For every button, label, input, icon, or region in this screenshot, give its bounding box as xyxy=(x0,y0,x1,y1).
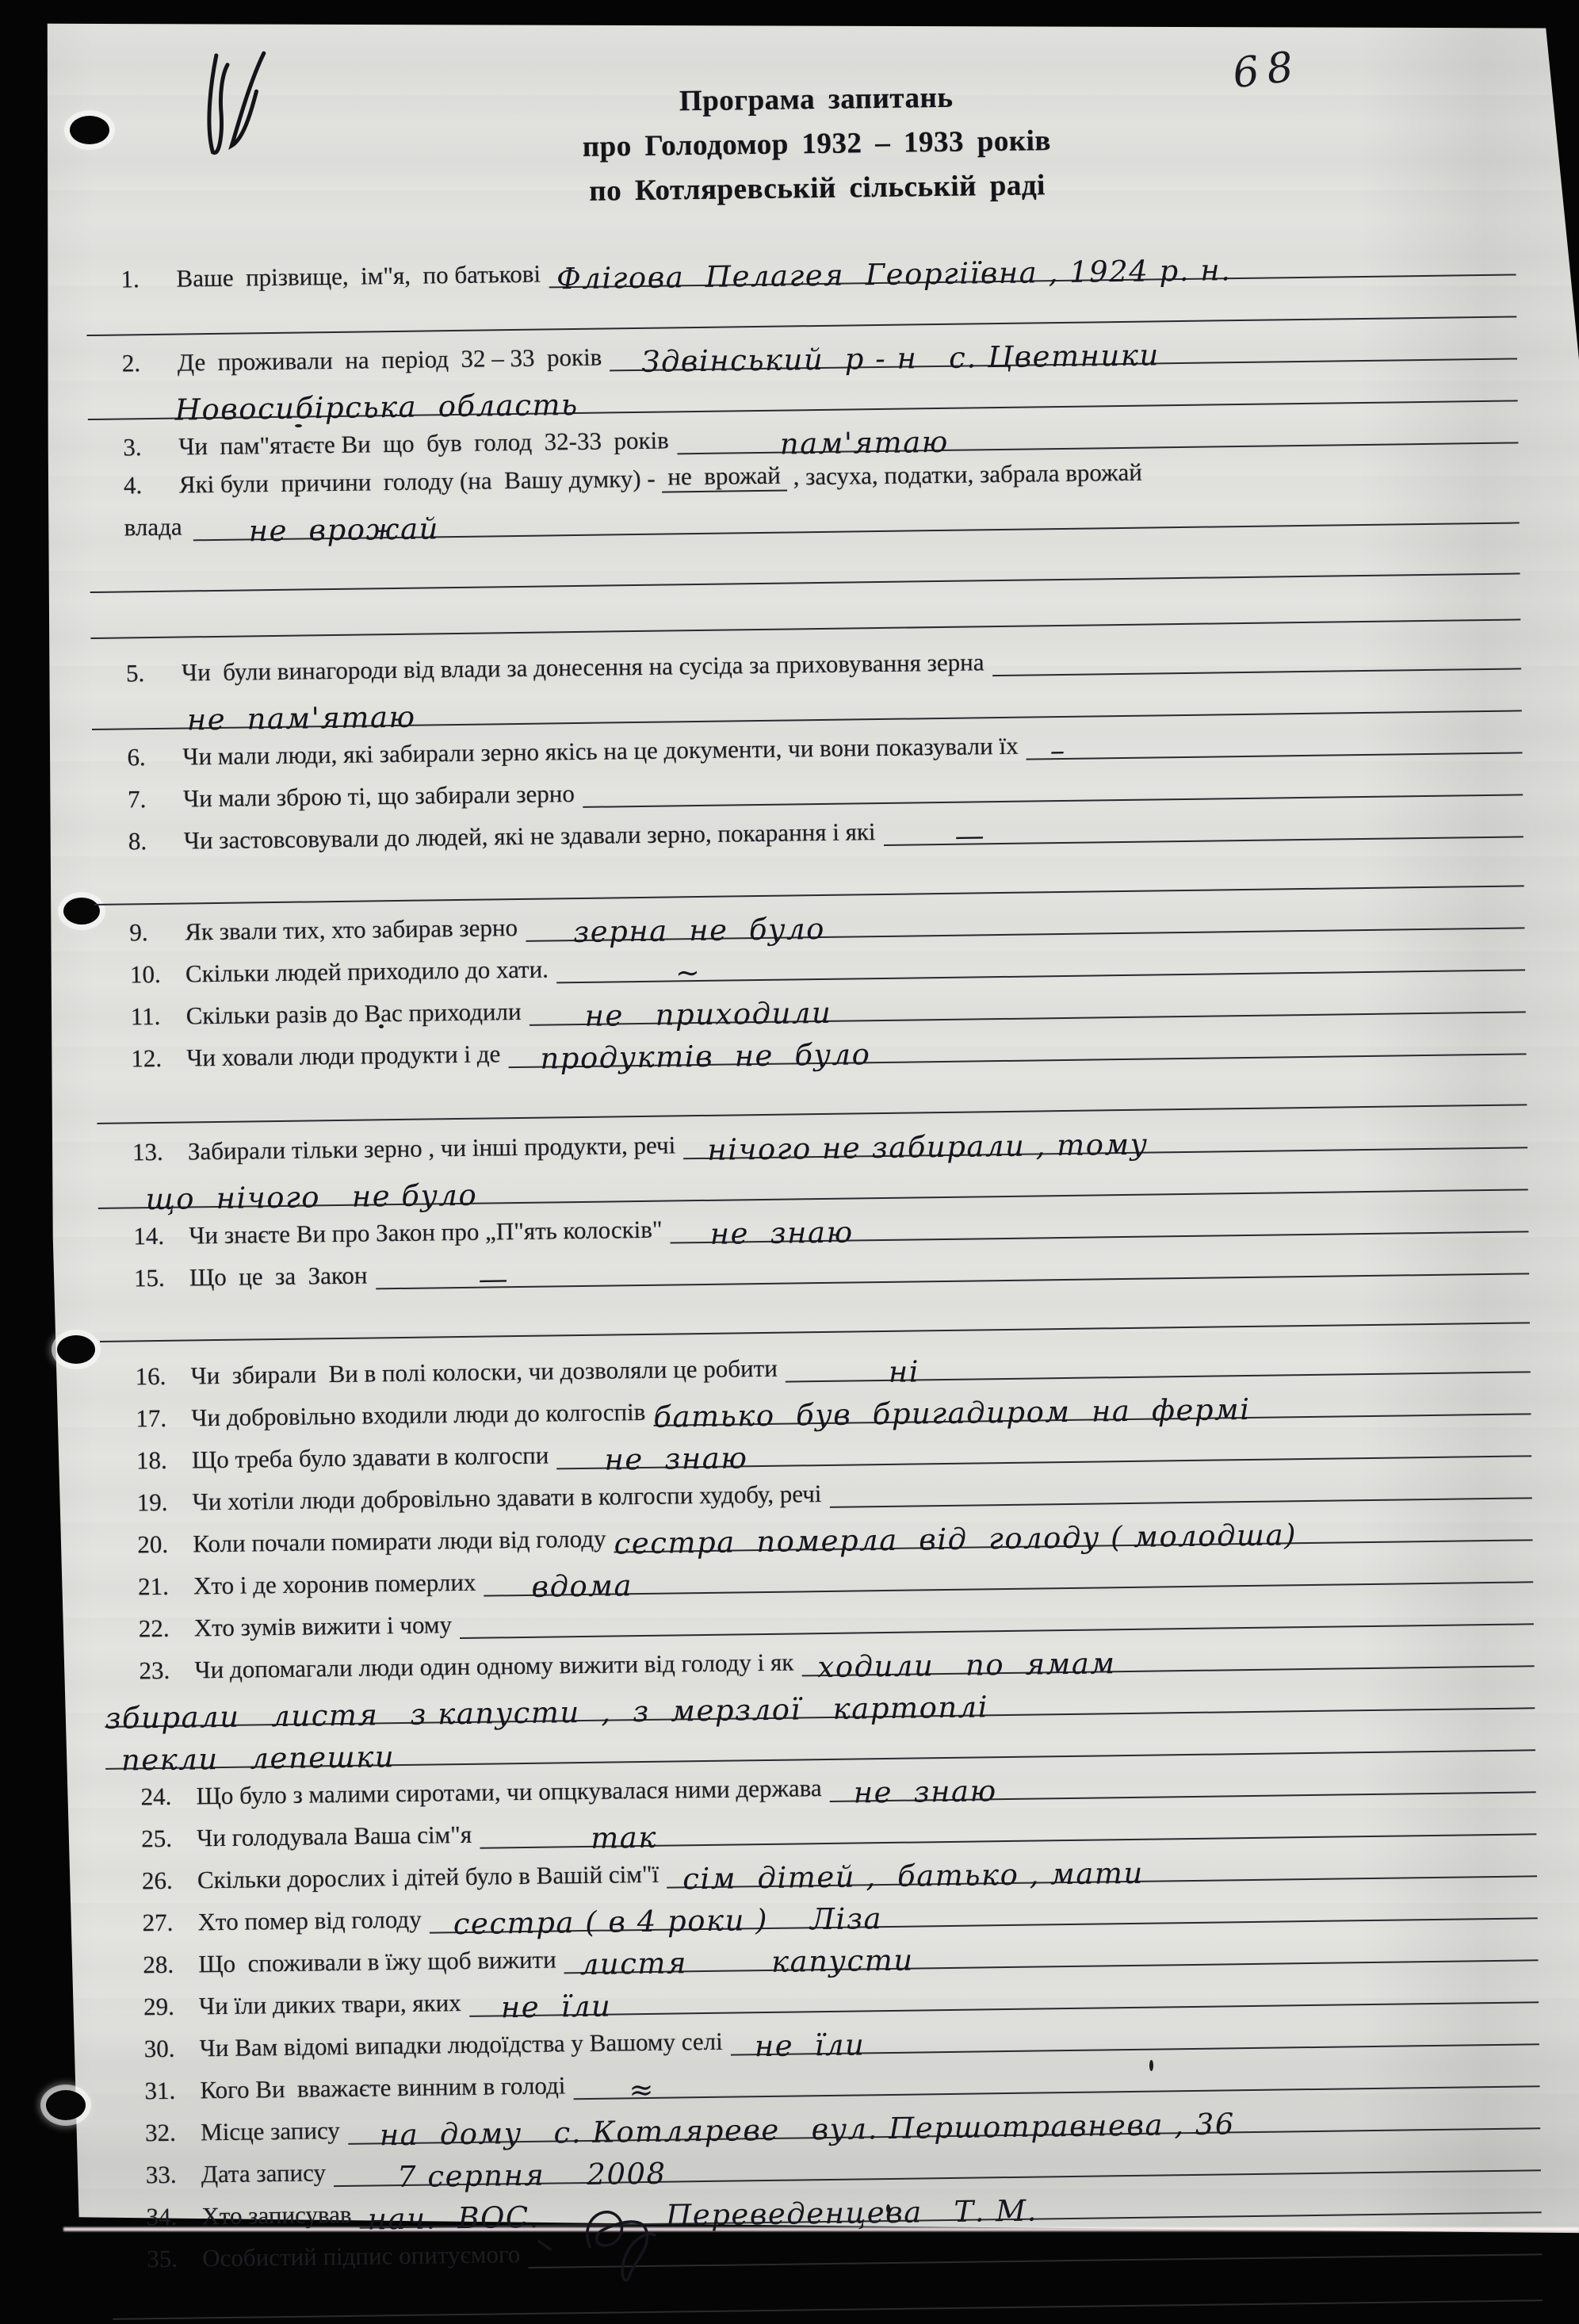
question-text: Чи мали люди, які забирали зерно якісь на це документи, чи вони показували їх xyxy=(182,732,1019,771)
document-content xyxy=(117,0,1543,2323)
handwritten-answer: Здвінський р - н с. Цветники xyxy=(641,340,1160,377)
handwritten-answer: Новосибірська область xyxy=(174,390,578,425)
question-number: 23. xyxy=(139,1656,194,1685)
continuation-line xyxy=(99,1285,1529,1342)
question-number: 35. xyxy=(147,2244,202,2273)
question-text: Скільки дорослих і дітей було в Вашій сім"ї xyxy=(197,1860,660,1894)
question-number: 5. xyxy=(126,659,182,688)
question-text-underlined: не врожай xyxy=(661,461,787,493)
question-number: 14. xyxy=(133,1222,189,1251)
handwritten-answer: 7 серпня 2008 xyxy=(397,2158,667,2191)
question-number: 28. xyxy=(143,1950,198,1979)
handwritten-answer: не їли xyxy=(501,1991,612,2022)
answer-line xyxy=(883,799,1524,846)
question-text: Чи хотіли люди добровільно здавати в колгоспи худобу, речі xyxy=(192,1480,821,1516)
answer-line xyxy=(582,757,1523,808)
question-text: Особистий підпис опитуємого xyxy=(202,2240,521,2272)
question-number: 31. xyxy=(144,2076,200,2105)
question-number: 19. xyxy=(137,1488,193,1518)
question-text: Скільки разів до Вас приходили xyxy=(185,997,521,1030)
answer-line xyxy=(992,631,1521,676)
answer-line xyxy=(683,1110,1527,1159)
handwritten-answer: не знаю xyxy=(604,1443,747,1474)
question-text: Чи ховали люди продукти і де xyxy=(186,1039,500,1072)
answer-line xyxy=(829,1461,1532,1508)
question-text: Чи застовсовували до людей, які не здавали зерно, покарання і які xyxy=(184,817,876,855)
title-line-2: про Голодомор 1932 – 1933 років xyxy=(166,113,1467,175)
question-text: Хто і де хоронив померлих xyxy=(193,1568,476,1600)
handwritten-answer: сестра померла від голоду ( молодша) xyxy=(614,1520,1297,1558)
question-number: 24. xyxy=(140,1782,196,1811)
question-number: 2. xyxy=(122,349,178,378)
question-text: Скільки людей приходило до хати. xyxy=(185,955,549,989)
handwritten-answer: вдома xyxy=(531,1571,633,1602)
question-number: 4. xyxy=(124,471,179,500)
question-number: 30. xyxy=(144,2034,200,2063)
handwritten-answer: пекли лепешки xyxy=(121,1742,396,1775)
question-text: Що це за Закон xyxy=(189,1262,368,1292)
question-text: Чи знаєте Ви про Закон про „П"ять колосків" xyxy=(189,1216,663,1250)
handwritten-answer: сестра ( в 4 роки ) Ліза xyxy=(453,1904,883,1939)
answer-line xyxy=(653,1376,1531,1426)
question-text: Які були причини голоду (на Вашу думку) - xyxy=(179,465,662,500)
question-number: 27. xyxy=(142,1908,197,1937)
question-text: Місце запису xyxy=(201,2116,340,2146)
question-text: Що споживали в їжу щоб вижити xyxy=(198,1946,556,1979)
question-text: Чи їли диких твари, яких xyxy=(199,1989,461,2020)
question-number: 6. xyxy=(127,743,182,772)
handwritten-answer: не пам'ятаю xyxy=(187,702,416,734)
handwritten-answer: ≈ xyxy=(629,2075,655,2104)
question-number: 16. xyxy=(135,1362,190,1392)
answer-line xyxy=(676,405,1518,454)
answer-line xyxy=(528,2217,1542,2268)
handwritten-answer: зерна не було xyxy=(573,914,825,947)
question-number: 25. xyxy=(141,1824,197,1853)
handwritten-answer: — xyxy=(478,1264,509,1294)
question-number: 17. xyxy=(136,1404,191,1434)
question-text: Чи збирали Ви в полі колоски, чи дозволяли це робити xyxy=(190,1354,778,1390)
punch-hole xyxy=(57,1335,95,1364)
respondent-signature-scribble xyxy=(527,2197,734,2287)
question-number: 3. xyxy=(123,433,178,462)
answer-line xyxy=(667,1839,1537,1888)
question-text: Де проживали на період 32 – 33 років xyxy=(178,343,602,377)
answer-line xyxy=(1026,715,1522,760)
handwritten-answer: так xyxy=(591,1823,657,1853)
title-line-3: по Котляревській сільській раді xyxy=(167,159,1468,220)
question-number: 7. xyxy=(128,785,183,814)
handwritten-answer: не приходили xyxy=(584,998,832,1031)
handwritten-answer: ходили по ямам xyxy=(817,1648,1116,1682)
handwritten-answer: – xyxy=(1049,736,1065,765)
answer-line xyxy=(730,2007,1539,2055)
handwritten-answer: — xyxy=(954,821,985,851)
handwritten-answer: Флігова Пелагея Георгіївна , 1924 р. н. xyxy=(556,255,1232,293)
question-text: Як звали тих, хто забирав зерно xyxy=(185,913,518,946)
question-number: 32. xyxy=(145,2118,201,2147)
continuation-line xyxy=(90,582,1520,639)
question-number: 20. xyxy=(137,1530,193,1560)
answer-line xyxy=(785,1334,1530,1382)
punch-hole xyxy=(70,116,109,144)
handwritten-answer: не знаю xyxy=(709,1217,853,1248)
answer-line xyxy=(829,1755,1535,1802)
question-text-wrap: влада xyxy=(124,513,182,542)
question-text: Що було з малими сиротами, чи опцкувалася ними держава xyxy=(196,1774,821,1810)
handwritten-answer: листя капусти xyxy=(580,1945,914,1979)
handwritten-answer: нач. ВОС. Переведенцева Т. М. xyxy=(367,2196,1038,2234)
handwritten-answer: пам'ятаю xyxy=(780,427,949,459)
question-text: Що треба було здавати в колгоспи xyxy=(192,1441,549,1475)
answer-line xyxy=(610,321,1517,371)
question-text: Коли почали помирати люди від голоду xyxy=(193,1525,606,1558)
punch-hole xyxy=(46,2090,86,2120)
handwritten-answer: не знаю xyxy=(853,1776,996,1807)
answer-line xyxy=(549,237,1516,288)
question-number: 1. xyxy=(120,265,176,294)
question-text: Хто зумів вижити і чому xyxy=(194,1610,453,1642)
question-text: Чи голодувала Ваша сім"я xyxy=(197,1821,472,1852)
question-number: 22. xyxy=(139,1614,194,1643)
question-text: Чи мали зброю ті, що забирали зерно xyxy=(183,779,575,813)
question-number: 29. xyxy=(143,1992,199,2021)
question-number: 13. xyxy=(132,1138,188,1167)
handwritten-answer: ~ xyxy=(675,958,702,987)
question-text: Ваше прізвище, ім"я, по батькові xyxy=(176,260,541,293)
question-text: Кого Ви вважаєте винним в голоді xyxy=(200,2071,565,2104)
question-number: 18. xyxy=(136,1446,192,1476)
answer-line xyxy=(670,1194,1528,1243)
question-number: 9. xyxy=(129,918,185,948)
answer-line xyxy=(801,1629,1535,1676)
handwritten-answer: ні xyxy=(889,1357,920,1387)
question-number: 15. xyxy=(134,1264,189,1293)
handwritten-answer: на дому с. Котляреве вул. Першотравнева , 36 xyxy=(380,2109,1235,2150)
question-text: Хто записував xyxy=(201,2200,351,2230)
question-text: Хто помер від голоду xyxy=(197,1905,422,1936)
title-line-1: Програма запитань xyxy=(166,69,1466,131)
question-text: Чи пам"ятаєте Ви що був голод 32-33 років xyxy=(178,427,669,461)
question-text: Чи були винагороди від влади за донесення на сусіда за приховування зерна xyxy=(182,648,984,687)
corner-mark-handwritten xyxy=(197,48,302,169)
handwritten-answer: не врожай xyxy=(248,514,439,546)
question-number: 10. xyxy=(130,960,185,990)
handwritten-answer: що нічого не було xyxy=(145,1180,477,1213)
page-number: 68 xyxy=(1230,43,1304,98)
handwritten-answer: продуктів не було xyxy=(540,1039,870,1073)
question-text: Забирали тільки зерно , чи інші продукти, речі xyxy=(188,1131,676,1166)
question-number: 12. xyxy=(131,1044,186,1074)
question-number: 34. xyxy=(146,2202,201,2231)
question-number: 11. xyxy=(130,1002,185,1032)
questions-list xyxy=(120,237,1543,2319)
question-text: Чи добровільно входили люди до колгоспів xyxy=(191,1398,645,1432)
question-number: 33. xyxy=(146,2160,201,2189)
question-text: Дата запису xyxy=(201,2158,327,2188)
answer-line xyxy=(614,1503,1532,1553)
question-number: 8. xyxy=(128,827,184,856)
handwritten-answer: нічого не забирали , тому xyxy=(707,1129,1149,1164)
handwritten-answer: батько був бригадиром на фермі xyxy=(653,1395,1251,1432)
question-text-tail: , засуха, податки, забрала врожай xyxy=(787,458,1142,492)
handwritten-answer: не їли xyxy=(755,2030,866,2061)
handwritten-answer: збирали листя з капусти , з мерзлої картоплі xyxy=(105,1692,988,1733)
continuation-line xyxy=(113,2263,1543,2320)
answer-line xyxy=(573,2049,1540,2100)
question-text: Чи Вам відомі випадки людоїдства у Вашому селі xyxy=(200,2027,723,2062)
question-number: 26. xyxy=(142,1866,197,1895)
question-number: 21. xyxy=(138,1572,193,1601)
question-text: Чи допомагали люди один одному вижити від голоду і як xyxy=(194,1648,793,1685)
handwritten-answer: сім дітей , батько , мати xyxy=(682,1858,1144,1893)
